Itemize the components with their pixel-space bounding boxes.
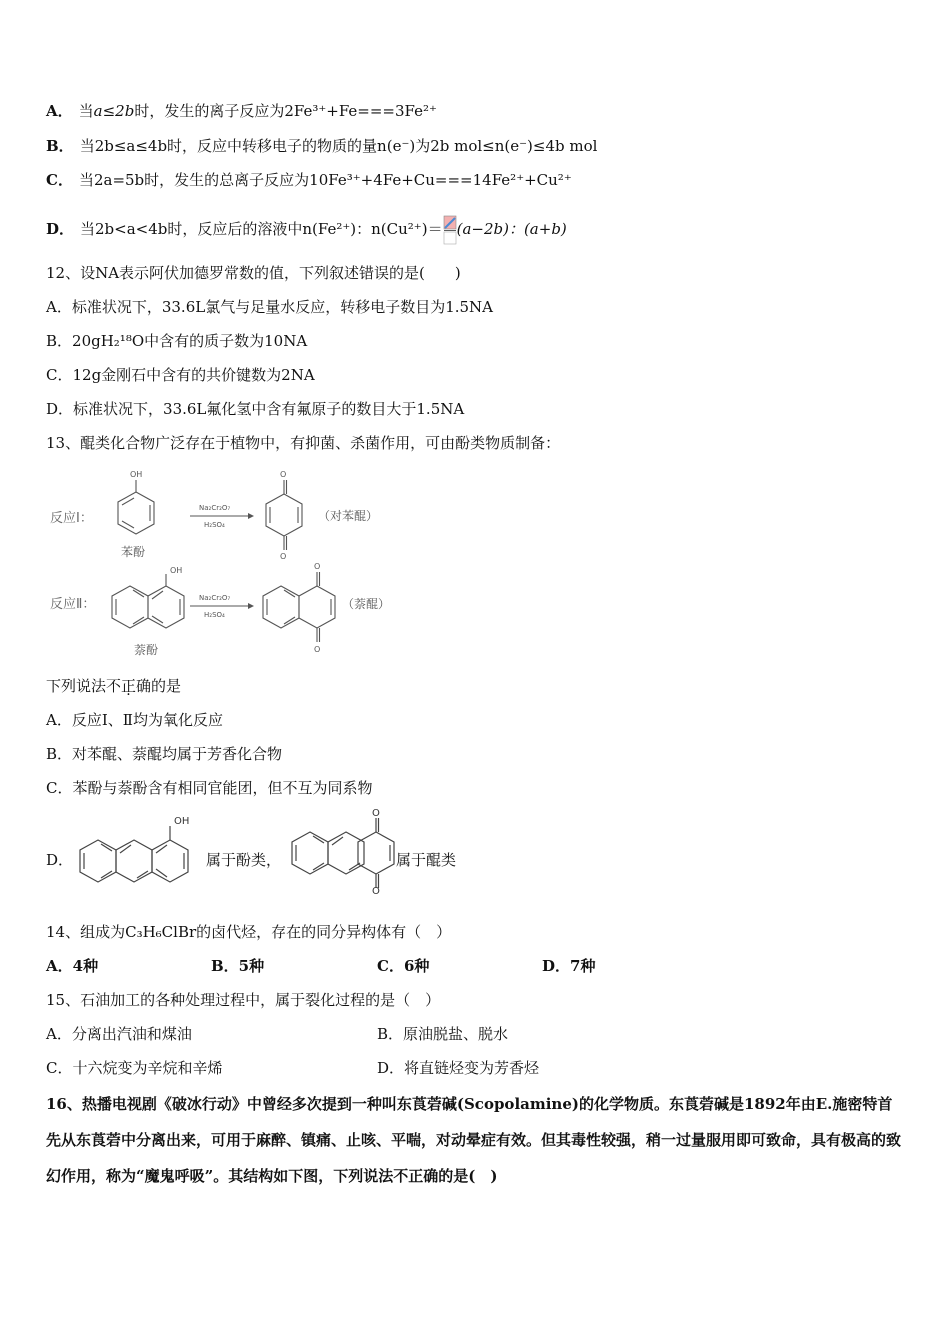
q11-option-b: B． 当2b≤a≤4b时，反应中转移电子的物质的量n(e⁻)为2b mol≤n(e⁻)≤4b mol [46,137,598,155]
reagent-1-top: Na₂Cr₂O₇ [199,504,231,512]
anthrol-oh-label: OH [174,816,190,827]
naphthol-name: 萘酚 [134,643,159,657]
naphthol-structure [112,574,184,628]
q12-option-b: B．20gH₂¹⁸O中含有的质子数为10NA [46,332,308,350]
q11-option-d: D． 当2b<a<4b时，反应后的溶液中n(Fe²⁺)：n(Cu²⁺)＝ (a−2b)：(a+b) [46,214,567,245]
anthrol-structure [74,812,206,894]
q11-option-a: A． 当a≤2b时，发生的离子反应为2Fe³⁺+Fe===3Fe²⁺ [46,102,437,120]
q12-stem: 12、设NA表示阿伏加德罗常数的值，下列叙述错误的是( ) [46,264,461,282]
anthraquinone-o-bottom: O [372,886,380,894]
q14-option-b: B．5种 [211,957,265,975]
naphthoquinone-name: （萘醌） [342,597,391,611]
phenol-oh-label: OH [130,470,143,479]
reagent-1-bottom: H₂SO₄ [204,521,225,529]
q14-stem: 14、组成为C₃H₆ClBr的卤代烃，存在的同分异构体有（ ） [46,923,452,941]
q15-option-b: B．原油脱盐、脱水 [377,1025,509,1043]
naphthoquinone-structure [263,572,335,642]
q13-stem: 13、醌类化合物广泛存在于植物中，有抑菌、杀菌作用，可由酚类物质制备： [46,434,561,452]
q13-option-d-end: 属于醌类 [396,851,457,869]
reaction-2-label: 反应Ⅱ： [50,597,96,612]
q12-option-a: A．标准状况下，33.6L氯气与足量水反应，转移电子数目为1.5NA [46,298,494,316]
benzoquinone-structure [266,480,302,550]
q11-option-c: C． 当2a=5b时，发生的总离子反应为10Fe³⁺+4Fe+Cu===14Fe²⁺+Cu²⁺ [46,171,572,189]
q15-option-a: A．分离出汽油和煤油 [46,1025,192,1043]
phenol-structure [118,480,154,534]
benzoquinone-o-top: O [280,470,287,479]
q15-option-c: C．十六烷变为辛烷和辛烯 [46,1059,223,1077]
q13-option-d-label: D． [46,851,74,869]
quinone-reaction-figure [46,460,396,660]
reagent-2-top: Na₂Cr₂O₇ [199,594,231,602]
q13-ask: 下列说法不正确的是 [46,677,182,695]
q15-option-d: D．将直链烃变为芳香烃 [377,1059,540,1077]
q16-text: 16、热播电视剧《破冰行动》中曾经多次提到一种叫东莨菪碱(Scopolamine)的化学物质。东莨菪碱是1892年由E.施密特首先从东莨菪中分离出来，可用于麻醉、镇痛、止咳、平喘，对动晕症有效。但其毒性较强，稍一过量服用即可致命，具有极高的致幻作用，称为“魔鬼呼吸”。其结构如下图，下列说法不正确的是( ) [46,1095,902,1185]
q12-option-c: C．12g金刚石中含有的共价键数为2NA [46,366,315,384]
q12-option-d: D．标准状况下，33.6L氟化氢中含有氟原子的数目大于1.5NA [46,400,465,418]
reagent-2-bottom: H₂SO₄ [204,611,225,619]
q15-stem: 15、石油加工的各种处理过程中，属于裂化过程的是（ ） [46,991,441,1009]
q13-option-a: A．反应Ⅰ、Ⅱ均为氧化反应 [46,711,223,729]
phenol-name: 苯酚 [121,545,146,559]
naphthoquinone-o-top: O [314,562,321,571]
q13-option-d-mid: 属于酚类， [206,851,282,869]
benzoquinone-name: （对苯醌） [318,509,379,523]
q14-option-d: D．7种 [542,957,596,975]
anthraquinone-like-structure [286,808,398,894]
q13-option-b: B．对苯醌、萘醌均属于芳香化合物 [46,745,283,763]
q13-option-c: C．苯酚与萘酚含有相同官能团，但不互为同系物 [46,779,373,797]
q14-option-a: A．4种 [46,957,99,975]
anthraquinone-o-top: O [372,808,380,819]
benzoquinone-o-bottom: O [280,552,287,561]
reaction-1-label: 反应Ⅰ： [50,511,93,526]
q14-option-c: C．6种 [377,957,430,975]
naphthol-oh-label: OH [170,566,183,575]
fraction-image-icon [443,215,457,245]
naphthoquinone-o-bottom: O [314,645,321,654]
